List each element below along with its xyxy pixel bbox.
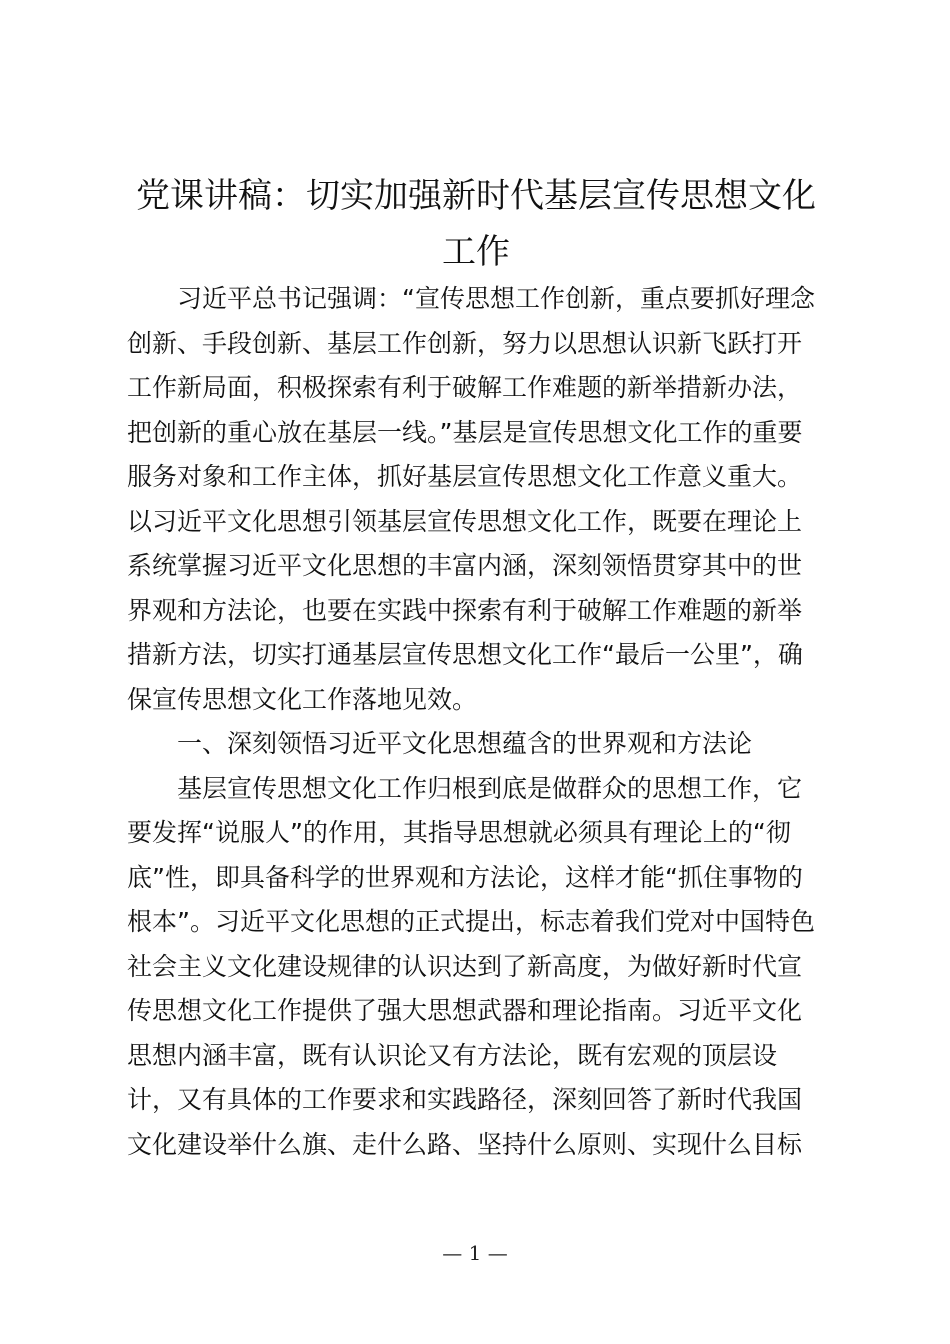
paragraph-line: 以习近平文化思想引领基层宣传思想文化工作，既要在理论上 xyxy=(127,506,803,536)
paragraph-line: 社会主义文化建设规律的认识达到了新高度，为做好新时代宣 xyxy=(127,951,803,981)
paragraph-line: 基层宣传思想文化工作归根到底是做群众的思想工作，它 xyxy=(177,773,803,803)
section-heading: 一、深刻领悟习近平文化思想蕴含的世界观和方法论 xyxy=(177,729,753,758)
document-title xyxy=(120,168,832,280)
title-line-2: 工作 xyxy=(442,232,510,272)
paragraph-line: 底”性，即具备科学的世界观和方法论，这样才能“抓住事物的 xyxy=(127,862,803,892)
paragraph-line: 习近平总书记强调：“宣传思想工作创新，重点要抓好理念 xyxy=(177,284,815,313)
document-body xyxy=(127,277,830,1167)
paragraph-line: 传思想文化工作提供了强大思想武器和理论指南。习近平文化 xyxy=(127,996,803,1025)
paragraph-line: 根本”。习近平文化思想的正式提出，标志着我们党对中国特色 xyxy=(127,907,815,936)
paragraph-line: 保宣传思想文化工作落地见效。 xyxy=(127,684,478,714)
paragraph-line: 文化建设举什么旗、走什么路、坚持什么原则、实现什么目标 xyxy=(127,1129,803,1159)
paragraph-line: 界观和方法论，也要在实践中探索有利于破解工作难题的新举 xyxy=(127,595,803,625)
paragraph-line: 计，又有具体的工作要求和实践路径，深刻回答了新时代我国 xyxy=(127,1085,803,1114)
paragraph-line: 措新方法，切实打通基层宣传思想文化工作“最后一公里”，确 xyxy=(127,640,803,669)
title-line-1: 党课讲稿：切实加强新时代基层宣传思想文化 xyxy=(136,176,816,216)
paragraph-line: 工作新局面，积极探索有利于破解工作难题的新举措新办法， xyxy=(127,373,803,402)
page-number: — 1 — xyxy=(442,1241,508,1265)
paragraph-line: 系统掌握习近平文化思想的丰富内涵，深刻领悟贯穿其中的世 xyxy=(127,551,803,580)
paragraph-line: 要发挥“说服人”的作用，其指导思想就必须具有理论上的“彻 xyxy=(127,818,791,847)
paragraph-line: 创新、手段创新、基层工作创新，努力以思想认识新飞跃打开 xyxy=(127,328,803,358)
paragraph-line: 服务对象和工作主体，抓好基层宣传思想文化工作意义重大。 xyxy=(127,462,803,491)
paragraph-line: 思想内涵丰富，既有认识论又有方法论，既有宏观的顶层设 xyxy=(127,1040,778,1070)
paragraph-line: 把创新的重心放在基层一线。”基层是宣传思想文化工作的重要 xyxy=(127,417,803,447)
